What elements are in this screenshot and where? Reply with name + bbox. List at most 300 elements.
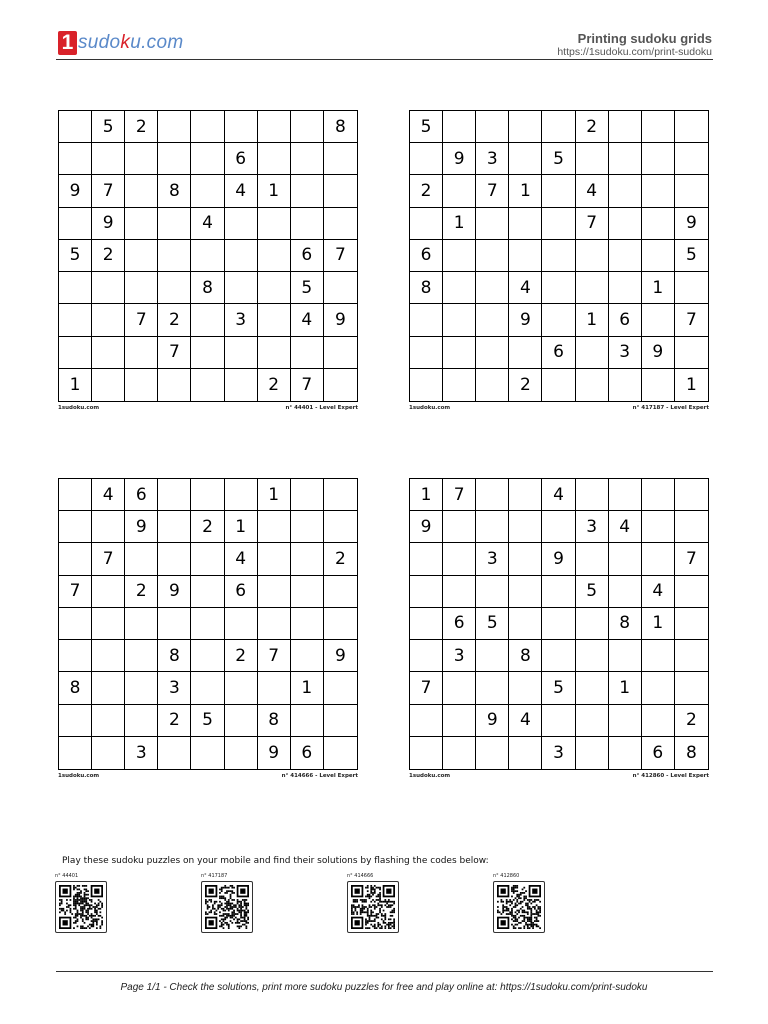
sudoku-cell	[125, 672, 158, 704]
sudoku-cell: 3	[476, 543, 509, 575]
sudoku-cell	[324, 143, 357, 175]
sudoku-cell	[191, 640, 224, 672]
sudoku-cell: 7	[675, 304, 708, 336]
sudoku-puzzle-1	[58, 110, 358, 411]
sudoku-cell	[476, 576, 509, 608]
sudoku-cell	[443, 240, 476, 272]
sudoku-cell	[92, 737, 125, 769]
footer-divider	[56, 971, 713, 972]
qr-label: n° 414666	[347, 873, 374, 879]
puzzle-info: n° 412860 - Level Expert	[632, 773, 709, 779]
sudoku-cell	[609, 479, 642, 511]
sudoku-cell	[92, 143, 125, 175]
sudoku-cell	[576, 369, 609, 401]
sudoku-cell: 7	[291, 369, 324, 401]
sudoku-cell	[509, 511, 542, 543]
sudoku-cell	[642, 479, 675, 511]
sudoku-cell	[258, 111, 291, 143]
site-logo[interactable]	[58, 30, 183, 56]
sudoku-cell	[291, 608, 324, 640]
sudoku-grid	[409, 478, 709, 770]
sudoku-cell: 2	[509, 369, 542, 401]
sudoku-cell	[609, 737, 642, 769]
header-url[interactable]: https://1sudoku.com/print-sudoku	[557, 46, 712, 58]
sudoku-cell: 7	[125, 304, 158, 336]
sudoku-cell	[125, 705, 158, 737]
sudoku-cell	[675, 511, 708, 543]
sudoku-cell: 9	[92, 208, 125, 240]
sudoku-cell	[92, 369, 125, 401]
sudoku-cell: 1	[642, 608, 675, 640]
sudoku-cell: 6	[291, 737, 324, 769]
sudoku-puzzle-2	[409, 110, 709, 411]
sudoku-cell: 4	[576, 175, 609, 207]
sudoku-cell	[225, 208, 258, 240]
sudoku-cell: 3	[158, 672, 191, 704]
sudoku-cell	[675, 640, 708, 672]
sudoku-cell	[509, 337, 542, 369]
sudoku-puzzle-4	[409, 478, 709, 779]
sudoku-cell	[476, 737, 509, 769]
sudoku-cell	[258, 272, 291, 304]
mobile-instructions: Play these sudoku puzzles on your mobile and find their solutions by flashing the codes below:	[62, 856, 489, 866]
sudoku-cell	[324, 672, 357, 704]
puzzle-site: 1sudoku.com	[409, 405, 451, 411]
sudoku-cell: 8	[59, 672, 92, 704]
sudoku-cell	[258, 576, 291, 608]
sudoku-cell	[476, 111, 509, 143]
sudoku-cell: 2	[158, 705, 191, 737]
sudoku-cell	[291, 576, 324, 608]
sudoku-cell	[410, 737, 443, 769]
sudoku-cell: 4	[542, 479, 575, 511]
qr-code-2[interactable]	[201, 873, 257, 933]
sudoku-cell: 7	[258, 640, 291, 672]
sudoku-cell: 8	[324, 111, 357, 143]
sudoku-cell: 4	[509, 705, 542, 737]
sudoku-cell	[509, 543, 542, 575]
sudoku-cell	[191, 576, 224, 608]
sudoku-cell: 4	[642, 576, 675, 608]
sudoku-cell	[191, 479, 224, 511]
sudoku-cell	[291, 208, 324, 240]
puzzle-site: 1sudoku.com	[409, 773, 451, 779]
qr-code-3[interactable]	[347, 873, 403, 933]
sudoku-cell	[609, 272, 642, 304]
sudoku-cell	[476, 272, 509, 304]
sudoku-cell	[609, 208, 642, 240]
sudoku-cell	[476, 640, 509, 672]
sudoku-cell	[476, 240, 509, 272]
sudoku-cell	[158, 208, 191, 240]
logo-text: sudoku.com	[78, 32, 184, 53]
sudoku-cell	[675, 143, 708, 175]
puzzle-footer	[409, 405, 709, 411]
qr-code-icon	[55, 881, 107, 933]
sudoku-cell	[191, 175, 224, 207]
sudoku-cell	[225, 479, 258, 511]
sudoku-cell: 5	[542, 672, 575, 704]
sudoku-cell	[476, 304, 509, 336]
sudoku-cell	[576, 143, 609, 175]
sudoku-cell: 1	[443, 208, 476, 240]
sudoku-cell	[125, 369, 158, 401]
sudoku-cell: 8	[258, 705, 291, 737]
sudoku-cell: 1	[225, 511, 258, 543]
sudoku-cell	[324, 208, 357, 240]
sudoku-cell	[642, 543, 675, 575]
puzzle-site: 1sudoku.com	[58, 773, 100, 779]
sudoku-cell	[609, 640, 642, 672]
sudoku-cell: 3	[476, 143, 509, 175]
puzzle-site: 1sudoku.com	[58, 405, 100, 411]
sudoku-cell: 5	[542, 143, 575, 175]
sudoku-cell	[675, 111, 708, 143]
sudoku-cell	[576, 272, 609, 304]
sudoku-cell	[410, 640, 443, 672]
sudoku-cell: 3	[576, 511, 609, 543]
sudoku-cell	[258, 672, 291, 704]
sudoku-cell	[609, 240, 642, 272]
sudoku-cell	[258, 143, 291, 175]
sudoku-cell	[291, 111, 324, 143]
puzzle-footer	[58, 405, 358, 411]
sudoku-cell	[59, 111, 92, 143]
sudoku-cell	[225, 240, 258, 272]
sudoku-cell	[59, 737, 92, 769]
sudoku-cell	[324, 608, 357, 640]
sudoku-cell	[509, 111, 542, 143]
sudoku-cell	[410, 337, 443, 369]
sudoku-cell	[92, 705, 125, 737]
puzzle-info: n° 414666 - Level Expert	[281, 773, 358, 779]
sudoku-cell	[291, 705, 324, 737]
sudoku-cell	[258, 511, 291, 543]
sudoku-cell	[258, 543, 291, 575]
sudoku-cell	[675, 576, 708, 608]
sudoku-cell	[509, 240, 542, 272]
sudoku-cell: 8	[191, 272, 224, 304]
sudoku-cell	[291, 175, 324, 207]
sudoku-cell	[542, 240, 575, 272]
sudoku-cell	[291, 479, 324, 511]
sudoku-puzzle-3	[58, 478, 358, 779]
puzzle-info: n° 44401 - Level Expert	[285, 405, 358, 411]
sudoku-cell	[59, 640, 92, 672]
sudoku-cell: 2	[92, 240, 125, 272]
sudoku-cell: 1	[258, 479, 291, 511]
qr-label: n° 44401	[55, 873, 79, 879]
sudoku-cell: 6	[542, 337, 575, 369]
sudoku-cell	[291, 543, 324, 575]
sudoku-cell	[258, 337, 291, 369]
sudoku-cell	[443, 705, 476, 737]
qr-code-1[interactable]	[55, 873, 111, 933]
header-title: Printing sudoku grids	[577, 31, 712, 46]
sudoku-cell: 4	[291, 304, 324, 336]
sudoku-cell	[476, 337, 509, 369]
sudoku-cell: 3	[609, 337, 642, 369]
sudoku-cell	[125, 337, 158, 369]
sudoku-cell: 6	[443, 608, 476, 640]
sudoku-cell	[642, 143, 675, 175]
sudoku-cell: 8	[509, 640, 542, 672]
sudoku-cell: 9	[675, 208, 708, 240]
sudoku-cell	[542, 576, 575, 608]
sudoku-cell: 9	[443, 143, 476, 175]
sudoku-cell	[324, 272, 357, 304]
sudoku-cell	[158, 608, 191, 640]
sudoku-cell	[92, 672, 125, 704]
sudoku-cell: 5	[576, 576, 609, 608]
sudoku-cell: 8	[609, 608, 642, 640]
sudoku-cell	[191, 337, 224, 369]
sudoku-cell: 9	[542, 543, 575, 575]
sudoku-cell: 5	[191, 705, 224, 737]
sudoku-cell	[410, 208, 443, 240]
sudoku-cell	[542, 705, 575, 737]
sudoku-cell: 3	[443, 640, 476, 672]
sudoku-cell	[291, 640, 324, 672]
sudoku-cell	[125, 240, 158, 272]
page-footer: Page 1/1 - Check the solutions, print more sudoku puzzles for free and play online at: https://1sudoku.com/print-sudoku	[120, 982, 648, 993]
sudoku-cell: 3	[542, 737, 575, 769]
sudoku-cell	[258, 608, 291, 640]
sudoku-cell	[59, 479, 92, 511]
sudoku-cell	[642, 240, 675, 272]
sudoku-cell	[609, 369, 642, 401]
sudoku-cell	[542, 304, 575, 336]
header-divider	[56, 59, 713, 60]
puzzle-info: n° 417187 - Level Expert	[632, 405, 709, 411]
sudoku-cell: 1	[686, 374, 697, 395]
sudoku-cell: 4	[509, 272, 542, 304]
sudoku-cell: 8	[158, 640, 191, 672]
sudoku-cell	[576, 543, 609, 575]
sudoku-cell	[542, 369, 575, 401]
sudoku-cell	[609, 576, 642, 608]
sudoku-cell	[291, 511, 324, 543]
sudoku-cell	[576, 737, 609, 769]
sudoku-cell	[191, 143, 224, 175]
sudoku-cell	[158, 240, 191, 272]
sudoku-cell	[191, 369, 224, 401]
sudoku-cell	[476, 672, 509, 704]
sudoku-cell	[443, 111, 476, 143]
sudoku-cell	[92, 511, 125, 543]
sudoku-cell: 6	[642, 737, 675, 769]
sudoku-cell	[225, 705, 258, 737]
sudoku-cell: 2	[191, 511, 224, 543]
sudoku-cell	[642, 111, 675, 143]
sudoku-cell: 4	[225, 175, 258, 207]
sudoku-cell	[443, 304, 476, 336]
sudoku-cell	[125, 143, 158, 175]
sudoku-cell	[258, 304, 291, 336]
sudoku-cell	[324, 511, 357, 543]
sudoku-cell	[324, 369, 357, 401]
sudoku-cell	[642, 175, 675, 207]
sudoku-cell: 4	[609, 511, 642, 543]
sudoku-cell	[191, 543, 224, 575]
sudoku-cell	[443, 175, 476, 207]
sudoku-cell: 2	[324, 543, 357, 575]
sudoku-cell	[509, 576, 542, 608]
sudoku-cell	[125, 272, 158, 304]
sudoku-cell	[158, 111, 191, 143]
sudoku-cell: 7	[476, 175, 509, 207]
sudoku-cell: 5	[675, 240, 708, 272]
sudoku-cell	[324, 737, 357, 769]
sudoku-cell	[324, 337, 357, 369]
sudoku-cell	[125, 175, 158, 207]
sudoku-cell	[609, 143, 642, 175]
sudoku-cell: 9	[476, 705, 509, 737]
sudoku-grid	[409, 110, 709, 402]
sudoku-cell	[125, 640, 158, 672]
sudoku-cell	[158, 272, 191, 304]
sudoku-cell	[509, 737, 542, 769]
sudoku-cell	[509, 672, 542, 704]
sudoku-cell	[609, 543, 642, 575]
sudoku-cell	[576, 337, 609, 369]
sudoku-cell	[609, 705, 642, 737]
sudoku-cell	[158, 479, 191, 511]
sudoku-cell	[443, 511, 476, 543]
sudoku-cell	[443, 576, 476, 608]
sudoku-cell	[410, 304, 443, 336]
sudoku-cell: 5	[291, 272, 324, 304]
qr-code-4[interactable]	[493, 873, 549, 933]
sudoku-cell	[59, 608, 92, 640]
sudoku-cell	[59, 143, 92, 175]
qr-code-icon	[201, 881, 253, 933]
sudoku-cell	[443, 543, 476, 575]
sudoku-cell	[675, 479, 708, 511]
sudoku-cell	[225, 672, 258, 704]
sudoku-cell	[92, 304, 125, 336]
sudoku-cell	[225, 737, 258, 769]
sudoku-cell	[258, 208, 291, 240]
sudoku-cell	[642, 304, 675, 336]
sudoku-cell: 2	[675, 705, 708, 737]
sudoku-cell: 7	[675, 543, 708, 575]
sudoku-cell: 5	[92, 111, 125, 143]
sudoku-cell	[59, 304, 92, 336]
sudoku-cell	[642, 369, 675, 401]
sudoku-cell	[191, 240, 224, 272]
sudoku-cell	[443, 672, 476, 704]
sudoku-cell	[225, 111, 258, 143]
sudoku-cell	[576, 640, 609, 672]
sudoku-cell	[642, 640, 675, 672]
sudoku-cell	[158, 737, 191, 769]
logo-badge: 1	[58, 31, 77, 55]
sudoku-cell	[410, 576, 443, 608]
sudoku-cell	[410, 705, 443, 737]
sudoku-cell	[59, 543, 92, 575]
sudoku-cell	[576, 608, 609, 640]
sudoku-cell: 8	[410, 272, 443, 304]
sudoku-cell: 4	[92, 479, 125, 511]
sudoku-cell: 2	[125, 111, 158, 143]
qr-label: n° 417187	[201, 873, 228, 879]
sudoku-cell	[675, 272, 708, 304]
sudoku-cell	[158, 511, 191, 543]
sudoku-cell: 1	[291, 672, 324, 704]
sudoku-cell	[576, 672, 609, 704]
sudoku-cell	[675, 608, 708, 640]
sudoku-cell: 2	[576, 111, 609, 143]
sudoku-cell: 6	[291, 240, 324, 272]
sudoku-cell	[59, 511, 92, 543]
sudoku-cell: 4	[191, 208, 224, 240]
sudoku-cell	[675, 337, 708, 369]
sudoku-cell	[609, 175, 642, 207]
sudoku-cell: 4	[225, 543, 258, 575]
sudoku-cell	[443, 737, 476, 769]
sudoku-cell	[542, 640, 575, 672]
sudoku-cell: 3	[225, 304, 258, 336]
sudoku-cell: 3	[125, 737, 158, 769]
sudoku-cell: 9	[642, 337, 675, 369]
sudoku-cell	[509, 143, 542, 175]
sudoku-cell: 1	[59, 369, 92, 401]
sudoku-cell	[125, 608, 158, 640]
sudoku-cell: 7	[59, 576, 92, 608]
sudoku-cell: 9	[324, 640, 357, 672]
puzzle-footer	[58, 773, 358, 779]
sudoku-cell	[191, 111, 224, 143]
sudoku-cell	[542, 208, 575, 240]
sudoku-cell	[642, 672, 675, 704]
sudoku-cell: 7	[92, 543, 125, 575]
sudoku-cell: 1	[258, 175, 291, 207]
sudoku-cell	[443, 337, 476, 369]
sudoku-cell	[576, 705, 609, 737]
sudoku-cell	[542, 175, 575, 207]
sudoku-cell	[59, 705, 92, 737]
sudoku-cell	[542, 111, 575, 143]
sudoku-cell	[59, 208, 92, 240]
sudoku-cell: 5	[59, 240, 92, 272]
sudoku-cell	[443, 369, 476, 401]
sudoku-cell	[92, 608, 125, 640]
sudoku-cell: 7	[443, 479, 476, 511]
sudoku-cell: 9	[509, 304, 542, 336]
sudoku-cell	[324, 576, 357, 608]
sudoku-cell	[410, 143, 443, 175]
sudoku-cell	[324, 175, 357, 207]
sudoku-cell	[59, 272, 92, 304]
sudoku-cell: 9	[324, 304, 357, 336]
sudoku-cell: 5	[476, 608, 509, 640]
sudoku-cell: 1	[410, 479, 443, 511]
sudoku-cell: 7	[324, 240, 357, 272]
sudoku-cell	[542, 608, 575, 640]
sudoku-grid	[58, 478, 358, 770]
sudoku-cell: 7	[410, 672, 443, 704]
sudoku-cell: 6	[225, 576, 258, 608]
sudoku-cell	[542, 511, 575, 543]
sudoku-cell	[443, 272, 476, 304]
sudoku-cell	[225, 608, 258, 640]
sudoku-cell	[509, 479, 542, 511]
sudoku-cell: 7	[158, 337, 191, 369]
sudoku-cell	[675, 672, 708, 704]
sudoku-cell	[476, 208, 509, 240]
sudoku-cell: 7	[576, 208, 609, 240]
